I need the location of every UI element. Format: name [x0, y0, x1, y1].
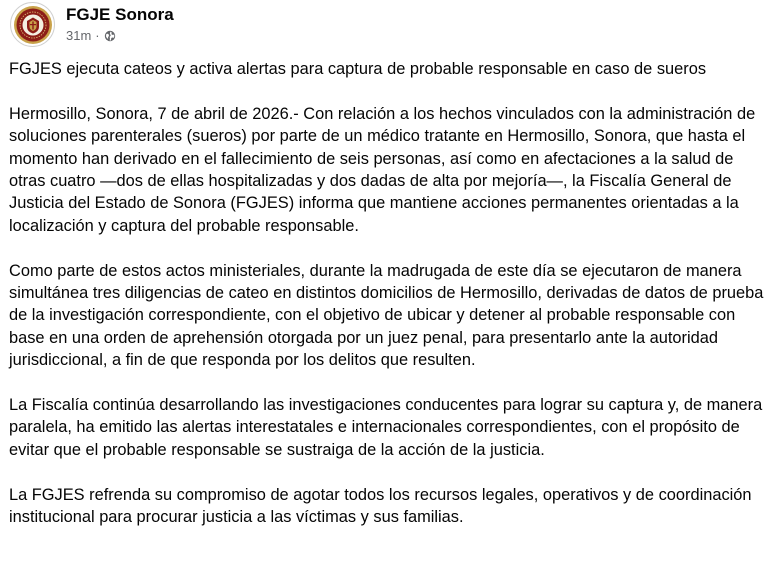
post-meta	[66, 27, 174, 45]
post-time[interactable]: 31m	[66, 28, 92, 43]
post-paragraph-2: Como parte de estos actos ministeriales, durante la madrugada de este día se ejecutaron de manera simultánea tres diligencias de cateo en distintos domicilios de Hermosillo, derivadas de datos de prueba de la investigación correspondiente, con el objetivo de ubicar y detener al probable responsable con base en una orden de aprehensión otorgada por un juez penal, para presentarlo ante la autoridad jurisdiccional, a fin de que responda por los delitos que resulten.	[9, 261, 764, 370]
avatar[interactable]	[10, 2, 55, 47]
post-paragraph-1: Hermosillo, Sonora, 7 de abril de 2026.- Con relación a los hechos vinculados con la administración de soluciones parenterales (sueros) por parte de un médico tratante en Hermosillo, Sonora, que hasta el momento han derivado en el fallecimiento de seis personas, así como en afectaciones a la salud de otras cuatro —dos de ellas hospitalizadas y dos dadas de alta por mejoría—, la Fiscalía General de Justicia del Estado de Sonora (FGJES) informa que mantiene acciones permanentes orientadas a la localización y captura del probable responsable.	[9, 104, 756, 235]
header-text	[66, 4, 174, 45]
post-body	[9, 58, 771, 528]
meta-separator: ·	[95, 28, 100, 43]
post-paragraph-4: La FGJES refrenda su compromiso de agotar todos los recursos legales, operativos y de coordinación institucional para procurar justicia a las víctimas y sus familias.	[9, 485, 752, 527]
post-header	[10, 2, 174, 47]
fgje-seal-logo-icon	[13, 5, 53, 45]
globe-icon[interactable]	[104, 30, 116, 42]
page-name[interactable]: FGJE Sonora	[66, 5, 174, 24]
post-paragraph-3: La Fiscalía continúa desarrollando las investigaciones conducentes para lograr su captura y, de manera paralela, ha emitido las alertas interestatales e internacionales correspondientes, con el propósito de evitar que el probable responsable se sustraiga de la acción de la justicia.	[9, 396, 763, 459]
post-title: FGJES ejecuta cateos y activa alertas para captura de probable responsable en caso de sueros	[9, 60, 707, 78]
